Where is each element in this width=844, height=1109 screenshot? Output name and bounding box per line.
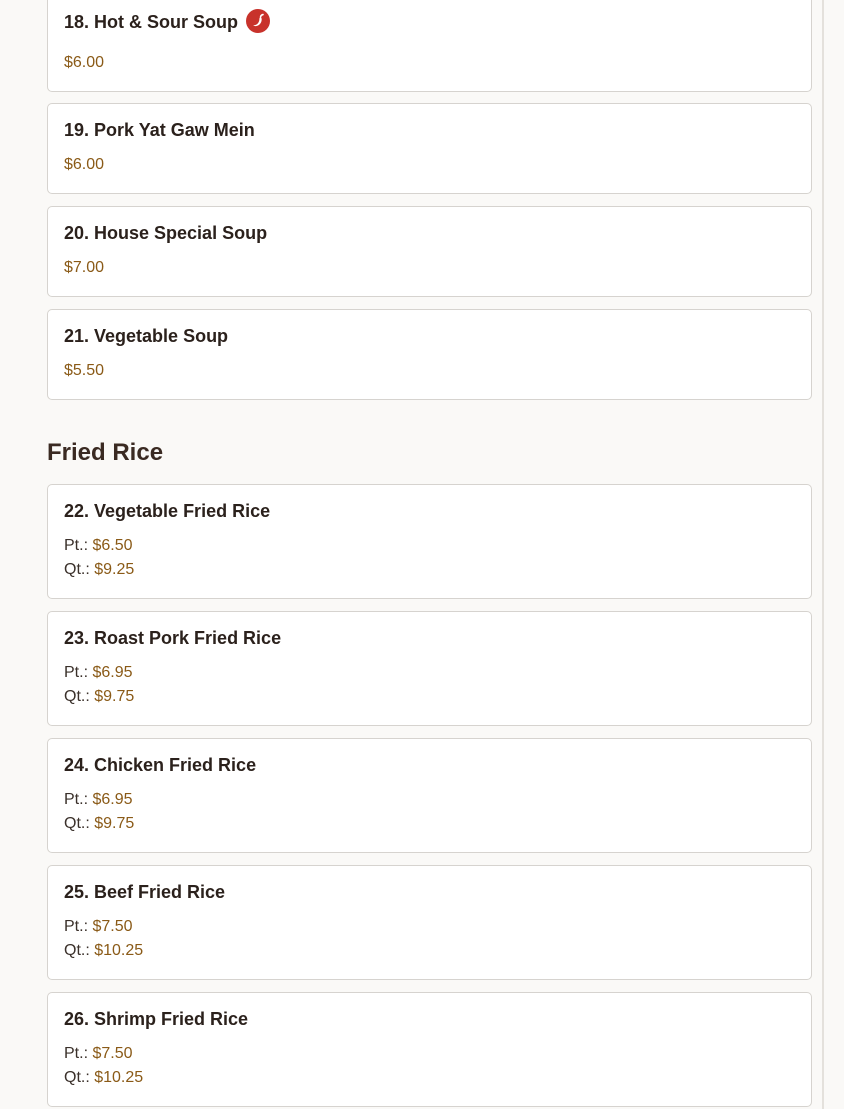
price-pint <box>64 918 133 936</box>
menu-item-card[interactable] <box>47 206 812 297</box>
menu-item-name: 20. House Special Soup <box>64 223 268 243</box>
menu-item-card[interactable] <box>47 103 812 194</box>
pint-price: $6.50 <box>92 537 133 554</box>
price-quart <box>64 1069 143 1087</box>
menu-item-name: 25. Beef Fried Rice <box>64 882 226 902</box>
menu-item-card[interactable] <box>47 0 812 92</box>
menu-item-card[interactable] <box>47 309 812 400</box>
price-pint <box>64 664 133 682</box>
menu-item-card[interactable] <box>47 738 812 853</box>
pint-label: Pt.: <box>64 537 89 554</box>
menu-item-card[interactable] <box>47 865 812 980</box>
page-right-border <box>822 0 824 1109</box>
menu-item-name: 19. Pork Yat Gaw Mein <box>64 120 255 140</box>
menu-item-name: 18. Hot & Sour Soup <box>64 11 270 35</box>
pint-label: Pt.: <box>64 918 89 935</box>
quart-label: Qt.: <box>64 815 90 832</box>
quart-price: $9.25 <box>94 561 135 578</box>
price-pint <box>64 1045 133 1063</box>
menu-item-price: $5.50 <box>64 362 105 379</box>
quart-label: Qt.: <box>64 942 90 959</box>
pint-price: $7.50 <box>92 1045 133 1062</box>
quart-label: Qt.: <box>64 1069 90 1086</box>
price-quart <box>64 815 134 833</box>
quart-label: Qt.: <box>64 561 90 578</box>
quart-price: $10.25 <box>94 1069 144 1086</box>
pint-label: Pt.: <box>64 1045 89 1062</box>
price-pint <box>64 537 133 555</box>
menu-item-price: $7.00 <box>64 259 105 276</box>
pint-label: Pt.: <box>64 664 89 681</box>
price-quart <box>64 561 134 579</box>
quart-label: Qt.: <box>64 688 90 705</box>
menu-item-name: 22. Vegetable Fried Rice <box>64 501 271 521</box>
quart-price: $10.25 <box>94 942 144 959</box>
menu-item-name: 24. Chicken Fried Rice <box>64 755 257 775</box>
menu-item-card[interactable] <box>47 611 812 726</box>
menu-item-card[interactable] <box>47 484 812 599</box>
menu-item-price: $6.00 <box>64 156 105 173</box>
menu-item-name: 23. Roast Pork Fried Rice <box>64 628 282 648</box>
price-pint <box>64 791 133 809</box>
quart-price: $9.75 <box>94 688 135 705</box>
quart-price: $9.75 <box>94 815 135 832</box>
menu-item-name: 26. Shrimp Fried Rice <box>64 1009 249 1029</box>
pint-price: $6.95 <box>92 664 133 681</box>
price-quart <box>64 942 143 960</box>
menu-item-name: 21. Vegetable Soup <box>64 326 229 346</box>
chili-pepper-icon <box>246 9 270 33</box>
menu-item-price: $6.00 <box>64 54 105 71</box>
pint-label: Pt.: <box>64 791 89 808</box>
menu-item-card[interactable] <box>47 992 812 1107</box>
price-quart <box>64 688 134 706</box>
pint-price: $6.95 <box>92 791 133 808</box>
pint-price: $7.50 <box>92 918 133 935</box>
section-title-fried-rice: Fried Rice <box>47 439 164 466</box>
